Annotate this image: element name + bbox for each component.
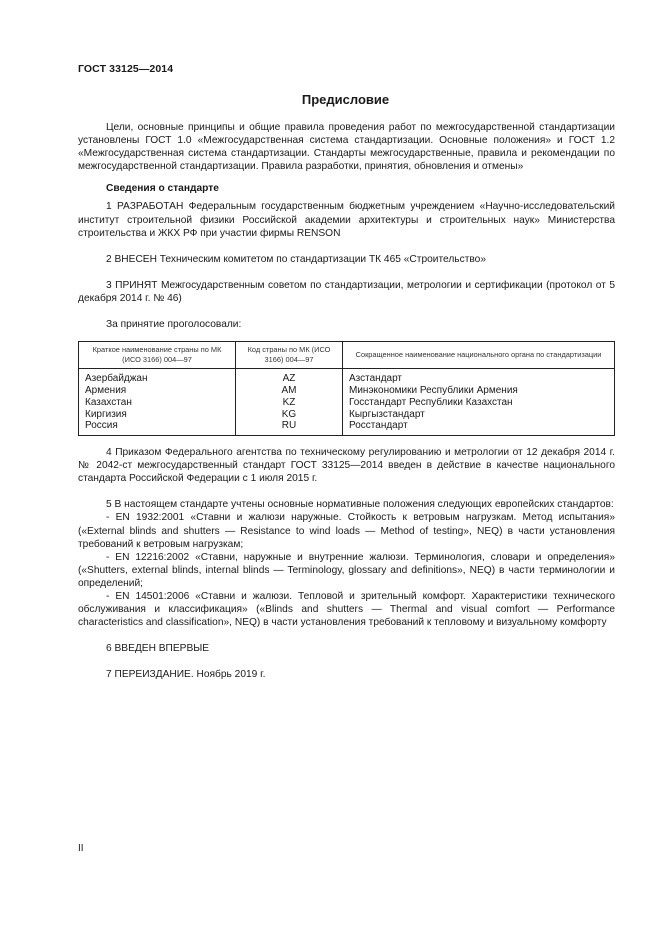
table-cell-country: Россия <box>79 420 236 435</box>
table-header-body: Сокращенное наименование национального органа по стандартизации <box>343 342 615 369</box>
table-cell-country: Казахстан <box>79 397 236 409</box>
table-cell-body: Минэкономики Республики Армения <box>343 385 615 397</box>
voted-paragraph: За принятие проголосовали: <box>106 319 242 331</box>
table-row <box>79 409 615 421</box>
table-cell-code: RU <box>236 420 343 435</box>
item-2-paragraph: 2 ВНЕСЕН Техническим комитетом по стандартизации ТК 465 «Строительство» <box>106 253 486 265</box>
item-6-paragraph: 6 ВВЕДЕН ВПЕРВЫЕ <box>106 643 210 655</box>
item-5-paragraph: 5 В настоящем стандарте учтены основные нормативные положения следующих европейских стандартов: <box>106 499 614 511</box>
table-cell-body: Кыргызстандарт <box>343 409 615 421</box>
table-header-country: Краткое наименование страны по МК (ИСО 3166) 004—97 <box>79 342 236 369</box>
table-cell-country: Армения <box>79 385 236 397</box>
section-title: Сведения о стандарте <box>106 183 219 195</box>
item-5-standard-en1932: - EN 1932:2001 «Ставни и жалюзи наружные. Стойкость к ветровым нагрузкам. Метод испытания» («External blinds and shutters — Resistance to wind loads — Method of testing», NEQ) в части установления требований к ветровым нагрузкам; <box>78 512 615 550</box>
item-5-standard-en14501: - EN 14501:2006 «Ставни и жалюзи. Тепловой и зрительный комфорт. Характеристики технического обслуживания и классификация» («Blinds and shutters — Thermal and visual comfort — Performance characteristics and classification», NEQ) в части установления требований к тепловому и визуальному комфорту <box>78 591 615 629</box>
table-cell-code: KG <box>236 409 343 421</box>
table-cell-country: Киргизия <box>79 409 236 421</box>
page-number: II <box>78 843 84 854</box>
foreword-body <box>78 121 615 682</box>
table-row <box>79 369 615 385</box>
table-row <box>79 385 615 397</box>
table-cell-code: AZ <box>236 369 343 385</box>
table-row <box>79 420 615 435</box>
table-cell-code: AM <box>236 385 343 397</box>
item-5-standard-en12216: - EN 12216:2002 «Ставни, наружные и внутренние жалюзи. Терминология, словари и определения» («Shutters, external blinds, internal blinds — Terminology, glossary and definitions», NEQ) в части терминологии и определений; <box>78 551 615 589</box>
table-cell-body: Госстандарт Республики Казахстан <box>343 397 615 409</box>
voting-table <box>78 341 615 436</box>
table-cell-country: Азербайджан <box>79 369 236 385</box>
item-7-paragraph: 7 ПЕРЕИЗДАНИЕ. Ноябрь 2019 г. <box>106 669 266 681</box>
item-3-paragraph: 3 ПРИНЯТ Межгосударственным советом по стандартизации, метрологии и сертификации (протокол от 5 декабря 2014 г. № 46) <box>78 279 615 304</box>
table-cell-body: Азстандарт <box>343 369 615 385</box>
table-header-code: Код страны по МК (ИСО 3166) 004—97 <box>236 342 343 369</box>
intro-paragraph: Цели, основные принципы и общие правила проведения работ по межгосударственной стандартизации установлены ГОСТ 1.0 «Межгосударственная система стандартизации. Основные положения» и ГОСТ 1.2 «Межгосударственная система стандартизации. Стандарты межгосударственные, правила и рекомендации по межгосударственной стандартизации. Правила разработки, принятия, обновления и отмены» <box>78 122 615 173</box>
item-1-paragraph: 1 РАЗРАБОТАН Федеральным государственным бюджетным учреждением «Научно-исследовательский институт строительной физики Российской академии архитектуры и строительных наук» Министерства строительства и ЖКХ РФ при участии фирмы RENSON <box>78 201 615 239</box>
document-number: ГОСТ 33125—2014 <box>78 63 174 75</box>
table-header-row <box>79 342 615 369</box>
table-cell-body: Росстандарт <box>343 420 615 435</box>
page-title: Предисловие <box>301 92 390 107</box>
table-cell-code: KZ <box>236 397 343 409</box>
item-4-paragraph: 4 Приказом Федерального агентства по техническому регулированию и метрологии от 12 декабря 2014 г. № 2042-ст межгосударственный стандарт ГОСТ 33125—2014 введен в действие в качестве национального стандарта Российской Федерации с 1 июля 2015 г. <box>78 447 615 485</box>
table-row <box>79 397 615 409</box>
